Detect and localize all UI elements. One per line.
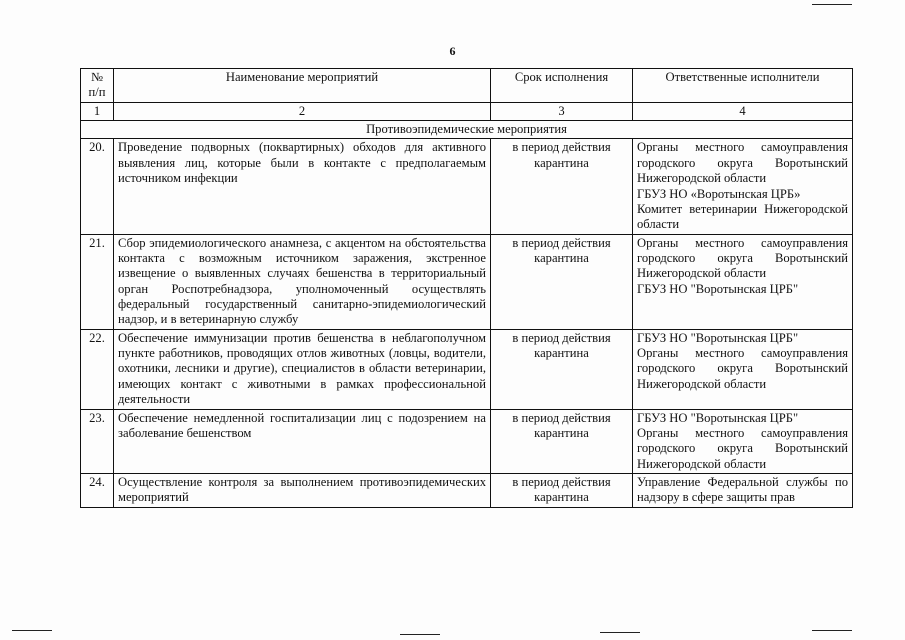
responsible-entry: Органы местного самоуправления городского округа Воротынский Нижегородской области: [637, 235, 848, 281]
responsible-entry: Органы местного самоуправления городского округа Воротынский Нижегородской области: [637, 425, 848, 471]
row-number: 23.: [81, 409, 114, 473]
responsible-entry: ГБУЗ НО "Воротынская ЦРБ": [637, 410, 799, 425]
row-number: 21.: [81, 234, 114, 329]
column-number: 4: [633, 102, 853, 120]
responsible-entry: Органы местного самоуправления городского округа Воротынский Нижегородской области: [637, 346, 848, 391]
measure-responsible: [633, 139, 853, 234]
row-number: 22.: [81, 329, 114, 409]
responsible-entry: ГБУЗ НО «Воротынская ЦРБ»: [637, 186, 801, 201]
responsible-entry: Органы местного самоуправления городского округа Воротынский Нижегородской области: [637, 140, 848, 186]
column-number-row: [81, 102, 853, 120]
row-number: 20.: [81, 139, 114, 234]
table-row: [81, 139, 853, 234]
measure-responsible: [633, 473, 853, 507]
measure-responsible: [633, 234, 853, 329]
measure-term: в период действия карантина: [491, 139, 633, 234]
measure-name: Обеспечение немедленной госпитализации лиц с подозрением на заболевание бешенством: [114, 409, 491, 473]
responsible-entry: Комитет ветеринарии Нижегородской области: [637, 201, 848, 232]
header-term: Срок исполнения: [491, 69, 633, 103]
measure-term: в период действия карантина: [491, 409, 633, 473]
responsible-entry: Управление Федеральной службы по надзору в сфере защиты прав: [637, 474, 848, 505]
header-num: № п/п: [81, 69, 114, 103]
measure-term: в период действия карантина: [491, 234, 633, 329]
column-number: 1: [81, 102, 114, 120]
header-name: Наименование мероприятий: [114, 69, 491, 103]
measure-responsible: [633, 409, 853, 473]
row-number: 24.: [81, 473, 114, 507]
measure-term: в период действия карантина: [491, 473, 633, 507]
table-row: [81, 473, 853, 507]
column-number: 3: [491, 102, 633, 120]
measure-responsible: [633, 329, 853, 409]
measure-name: Осуществление контроля за выполнением противоэпидемических мероприятий: [114, 473, 491, 507]
section-row: [81, 121, 853, 139]
column-number: 2: [114, 102, 491, 120]
measures-table: [80, 68, 853, 508]
measure-name: Проведение подворных (поквартирных) обходов для активного выявления лиц, которые были в контакте с предполагаемым источником инфекции: [114, 139, 491, 234]
header-responsible: Ответственные исполнители: [633, 69, 853, 103]
responsible-entry: ГБУЗ НО "Воротынская ЦРБ": [637, 281, 799, 296]
header-row: [81, 69, 853, 103]
table-row: [81, 234, 853, 329]
table-row: [81, 329, 853, 409]
measure-name: Сбор эпидемиологического анамнеза, с акцентом на обстоятельства контакта с возможным источником заражения, экстренное извещение о выявленных случаях бешенства в территориальный орган Роспотребнадзора, уполномоченный осуществлять федеральный государственный санитарно-эпидемиологический надзор, и в ветеринарную службу: [114, 234, 491, 329]
measure-name: Обеспечение иммунизации против бешенства в неблагополучном пункте работников, проводящих отлов животных (ловцы, водители, охотники, лесники и другие), специалистов в области ветеринарии, имеющих контакт с животными в рамках профессиональной деятельности: [114, 329, 491, 409]
measure-term: в период действия карантина: [491, 329, 633, 409]
page-number: 6: [449, 44, 456, 58]
table-row: [81, 409, 853, 473]
responsible-entry: ГБУЗ НО "Воротынская ЦРБ": [637, 330, 799, 345]
section-title: Противоэпидемические мероприятия: [81, 121, 853, 139]
